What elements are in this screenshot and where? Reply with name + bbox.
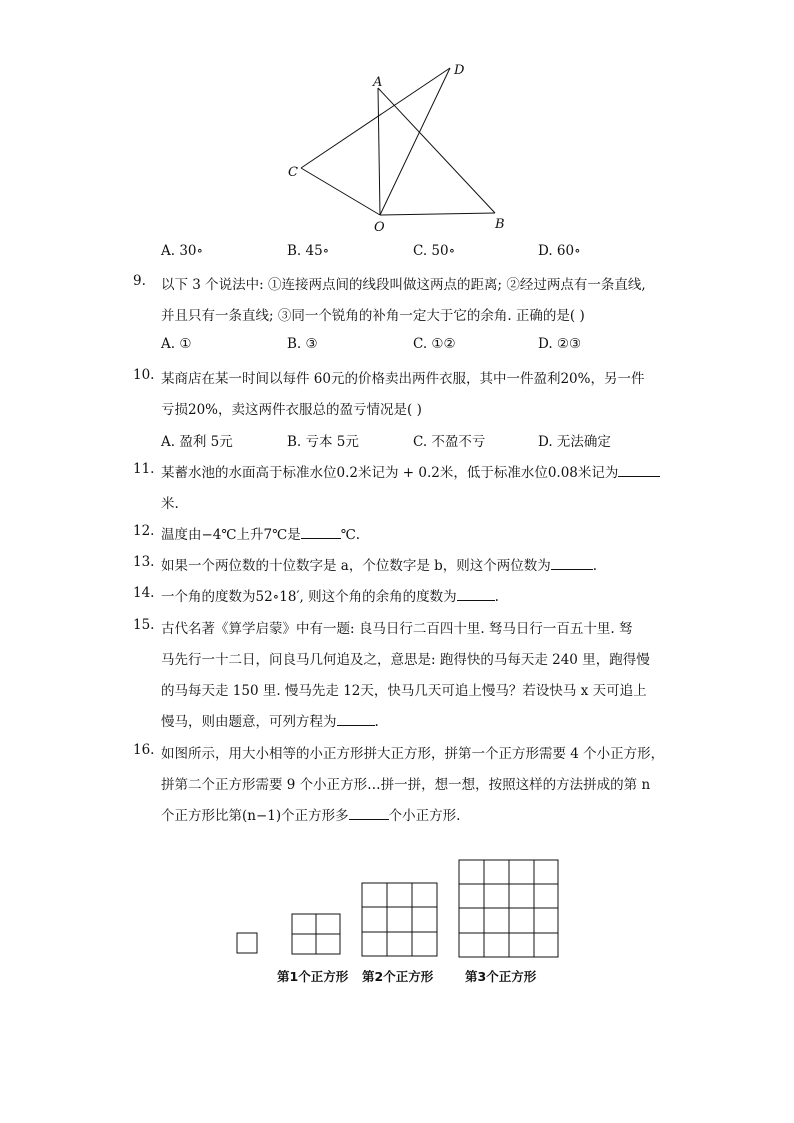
square-initial [237, 933, 257, 953]
label-a: A [373, 75, 383, 90]
segment-ab [378, 88, 495, 213]
q10-option-a[interactable]: A. 盈利 5元 [161, 434, 233, 450]
q12-number: 12. [133, 523, 155, 539]
q8-option-d[interactable]: D. 60∘ [538, 243, 581, 259]
square-2x2 [292, 914, 340, 954]
label-c: C [288, 165, 298, 180]
q9-option-a[interactable]: A. ① [161, 336, 192, 352]
q15-line-4 [161, 710, 379, 730]
label-d: D [454, 63, 465, 78]
square-3x3 [362, 883, 437, 956]
segment-oc [301, 168, 380, 215]
q14-number: 14. [133, 585, 155, 601]
q13-number: 13. [133, 554, 155, 570]
q10-line-1: 某商店在某一时间以每件 60元的价格卖出两件衣服，其中一件盈利20%，另一件 [161, 371, 645, 387]
q16-text: 个正方形比第(n−1)个正方形多 [161, 808, 349, 824]
q15-line-3: 的马每天走 150 里. 慢马先走 12天，快马几天可追上慢马？若设快马 x 天可追上 [161, 683, 647, 699]
q15-answer-blank[interactable] [337, 712, 375, 727]
q16-text-after: 个小正方形. [388, 808, 461, 824]
segment-od [380, 68, 450, 215]
q9-option-d[interactable]: D. ②③ [538, 336, 582, 352]
q13-answer-blank[interactable] [551, 556, 593, 571]
caption-square-1: 第1个正方形 [277, 969, 349, 984]
q9-line-2: 并且只有一条直线; ③同一个锐角的补角一定大于它的余角. 正确的是( ) [161, 308, 585, 324]
q14-text: 一个角的度数为52∘18′, 则这个角的余角的度数为 [161, 589, 457, 605]
q12-text-after: ℃. [340, 527, 361, 543]
q9-option-b[interactable]: B. ③ [287, 336, 318, 352]
q14-line [161, 585, 499, 605]
q11-line-2: 米. [161, 496, 179, 512]
q8-option-b[interactable]: B. 45∘ [287, 243, 330, 259]
q14-text-after: . [494, 589, 499, 605]
q15-text-after: . [374, 714, 379, 730]
label-b: B [495, 217, 505, 232]
square-4x4 [459, 860, 558, 957]
caption-square-2: 第2个正方形 [362, 969, 434, 984]
q15-line-1: 古代名著《算学启蒙》中有一题: 良马日行二百四十里. 驽马日行一百五十里. 驽 [161, 621, 633, 637]
q13-text: 如果一个两位数的十位数字是 a，个位数字是 b，则这个两位数为 [161, 558, 551, 574]
q11-line-1 [161, 461, 660, 481]
q12-line [161, 523, 360, 543]
q10-line-2: 亏损20%，卖这两件衣服总的盈亏情况是( ) [161, 402, 422, 418]
q13-line [161, 554, 597, 574]
q10-option-c[interactable]: C. 不盈不亏 [413, 434, 486, 450]
q11-number: 11. [133, 461, 155, 477]
q10-number: 10. [133, 367, 155, 383]
segment-ob [380, 213, 495, 215]
q14-answer-blank[interactable] [457, 587, 495, 602]
q16-answer-blank[interactable] [349, 806, 389, 821]
label-o: O [374, 220, 385, 235]
q10-option-d[interactable]: D. 无法确定 [538, 434, 611, 450]
q15-text: 慢马，则由题意，可列方程为 [161, 714, 337, 730]
q16-line-1: 如图所示，用大小相等的小正方形拼大正方形，拼第一个正方形需要 4 个小正方形， [161, 746, 665, 762]
q15-number: 15. [133, 617, 155, 633]
caption-square-3: 第3个正方形 [465, 969, 537, 984]
q12-text: 温度由−4℃上升7℃是 [161, 527, 301, 543]
q12-answer-blank[interactable] [301, 525, 341, 540]
q9-option-c[interactable]: C. ①② [413, 336, 456, 352]
q15-line-2: 马先行一十二日，问良马几何追及之，意思是: 跑得快的马每天走 240 里，跑得慢 [161, 652, 650, 668]
segment-oa [378, 88, 380, 215]
q9-line-1: 以下 3 个说法中: ①连接两点间的线段叫做这两点的距离; ②经过两点有一条直线, [161, 277, 646, 293]
q9-number: 9. [133, 273, 146, 289]
q11-answer-blank[interactable] [618, 463, 660, 478]
q11-text: 某蓄水池的水面高于标准水位0.2米记为 + 0.2米，低于标准水位0.08米记为 [161, 465, 619, 481]
squares-figure [230, 855, 570, 965]
q8-option-a[interactable]: A. 30∘ [161, 243, 204, 259]
angle-figure [270, 55, 530, 240]
q8-option-c[interactable]: C. 50∘ [413, 243, 456, 259]
q16-line-2: 拼第二个正方形需要 9 个小正方形…拼一拼，想一想，按照这样的方法拼成的第 n [161, 777, 651, 793]
q13-text-after: . [592, 558, 598, 574]
q10-option-b[interactable]: B. 亏本 5元 [287, 434, 359, 450]
q16-number: 16. [133, 742, 155, 758]
q16-line-3 [161, 804, 460, 824]
